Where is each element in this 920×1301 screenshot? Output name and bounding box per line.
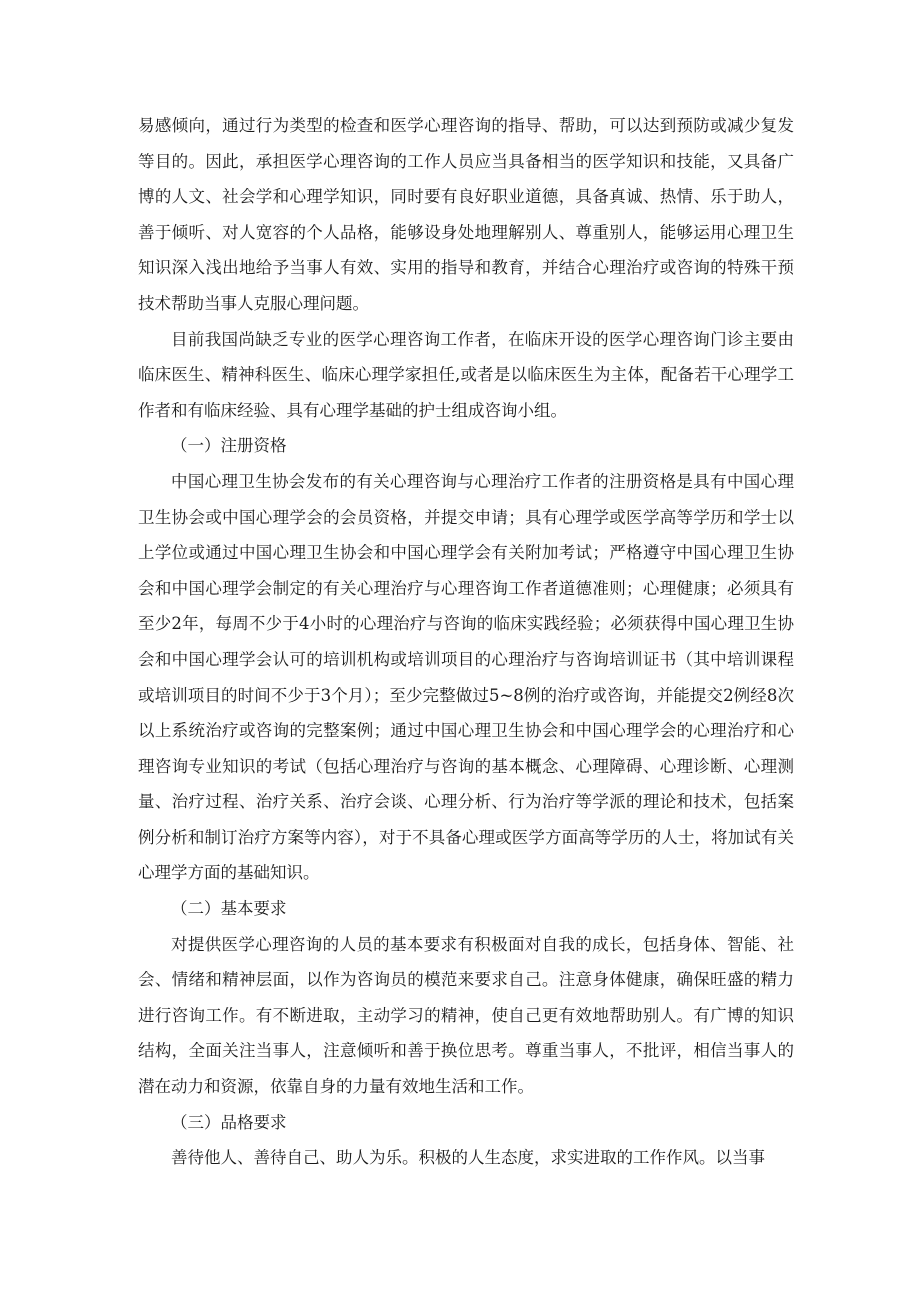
paragraph-registration-qualifications: 中国心理卫生协会发布的有关心理咨询与心理治疗工作者的注册资格是具有中国心理卫生协会或中国心理学会的会员资格，并提交申请；具有心理学或医学高等学历和学士以上学位或通过中国心理卫生协会和中国心理学会有关附加考试；严格遵守中国心理卫生协会和中国心理学会制定的有关心理治疗与心理咨询工作者道德准则；心理健康；必须具有至少2年，每周不少于4小时的心理治疗与咨询的临床实践经验；必须获得中国心理卫生协会和中国心理学会认可的培训机构或培训项目的心理治疗与咨询培训证书（其中培训课程或培训项目的时间不少于3个月）；至少完整做过5~8例的治疗或咨询，并能提交2例经8次以上系统治疗或咨询的完整案例；通过中国心理卫生协会和中国心理学会的心理治疗和心理咨询专业知识的考试（包括心理治疗与咨询的基本概念、心理障碍、心理诊断、心理测量、治疗过程、治疗关系、治疗会谈、心理分析、行为治疗等学派的理论和技术，包括案例分析和制订治疗方案等内容），对于不具备心理或医学方面高等学历的人士，将加试有关心理学方面的基础知识。	[138, 471, 794, 883]
section-heading-basic-requirements: （二）基本要求	[171, 899, 287, 919]
document-body	[138, 108, 794, 1176]
paragraph-character-requirements: 善待他人、善待自己、助人为乐。积极的人生态度，求实进取的工作作风。以当事	[171, 1148, 765, 1168]
section-heading-character-requirements: （三）品格要求	[171, 1112, 287, 1132]
paragraph-continued: 易感倾向，通过行为类型的检查和医学心理咨询的指导、帮助，可以达到预防或减少复发等目的。因此，承担医学心理咨询的工作人员应当具备相当的医学知识和技能，又具备广博的人文、社会学和心理学知识，同时要有良好职业道德，具备真诚、热情、乐于助人，善于倾听、对人宽容的个人品格，能够设身处地理解别人、尊重别人，能够运用心理卫生知识深入浅出地给予当事人有效、实用的指导和教育，并结合心理治疗或咨询的特殊干预技术帮助当事人克服心理问题。	[138, 116, 794, 313]
paragraph-basic-requirements: 对提供医学心理咨询的人员的基本要求有积极面对自我的成长，包括身体、智能、社会、情绪和精神层面，以作为咨询员的模范来要求自己。注意身体健康，确保旺盛的精力进行咨询工作。有不断进取，主动学习的精神，使自己更有效地帮助别人。有广博的知识结构，全面关注当事人，注意倾听和善于换位思考。尊重当事人，不批评，相信当事人的潜在动力和资源，依靠自身的力量有效地生活和工作。	[138, 934, 794, 1097]
section-heading-registration: （一）注册资格	[171, 436, 287, 456]
paragraph-consultant-staffing: 目前我国尚缺乏专业的医学心理咨询工作者，在临床开设的医学心理咨询门诊主要由临床医生、精神科医生、临床心理学家担任,或者是以临床医生为主体，配备若干心理学工作者和有临床经验、具有心理学基础的护士组成咨询小组。	[138, 329, 794, 420]
